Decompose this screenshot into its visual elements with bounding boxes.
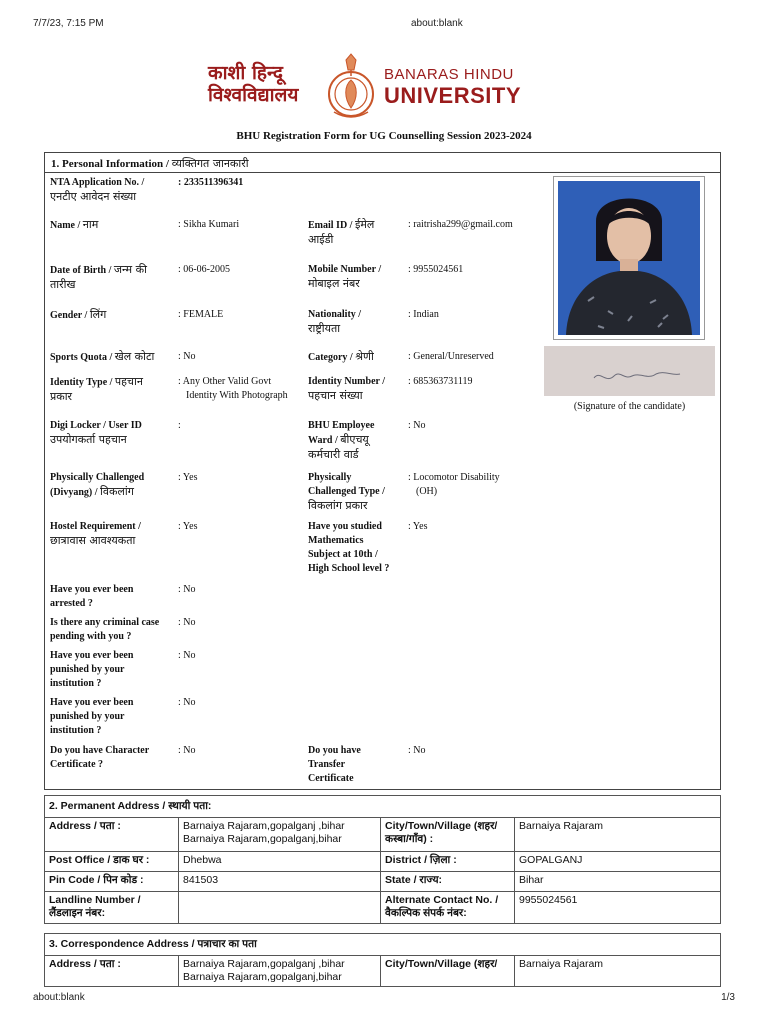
print-footer [0, 992, 768, 1006]
label-line3: Certificate [308, 773, 354, 784]
label-hi-2: कर्मचारी वार्ड [308, 448, 359, 461]
label-en-1: BHU Employee [308, 420, 375, 431]
permanent-address-heading: 2. Permanent Address / स्थायी पता: [45, 796, 721, 818]
label-line3: Subject at 10th / [308, 549, 378, 560]
identity-type-value [178, 375, 288, 403]
physically-challenged-value: : Yes [178, 472, 198, 483]
label-en: Date of Birth / [50, 265, 112, 276]
label-hi: विकलांग प्रकार [308, 499, 368, 512]
correspondence-address-heading: 3. Correspondence Address / पत्राचार का पता [45, 934, 721, 956]
correspondence-address-section [44, 933, 721, 987]
alternate-contact-value: 9955024561 [515, 892, 721, 924]
label-line1: Have you studied [308, 521, 382, 532]
value-line2: Identity With Photograph [186, 390, 288, 401]
dob-value: : 06-06-2005 [178, 264, 230, 275]
label-en: Nationality / [308, 309, 362, 320]
field-gender [50, 308, 300, 328]
label-hi: बीएचयू [340, 433, 369, 446]
mobile-value: : 9955024561 [408, 264, 464, 275]
label-en-1: Physically Challenged [50, 472, 145, 483]
logo-hindi-line1: काशी हिन्दू [208, 62, 283, 84]
alternate-contact-label [381, 892, 515, 924]
character-certificate-value: : No [178, 745, 196, 756]
label-en: Gender / [50, 310, 88, 321]
label-hi: पहचान संख्या [308, 389, 363, 402]
identity-number-value: : 685363731119 [408, 376, 473, 387]
label [50, 520, 141, 548]
city-label [381, 818, 515, 852]
field-category [308, 350, 543, 370]
print-footer-url: about:blank [33, 992, 85, 1003]
permanent-address-section [44, 795, 721, 924]
section-heading-en: 1. Personal Information / [51, 158, 169, 170]
label-en-1: Physically [308, 472, 352, 483]
candidate-signature [544, 346, 715, 396]
bhu-employee-value: : No [408, 420, 426, 431]
label-line4: High School level ? [308, 563, 390, 574]
category-value: : General/Unreserved [408, 351, 494, 362]
candidate-photo [553, 176, 705, 340]
district-value: GOPALGANJ [515, 852, 721, 872]
city-value: Barnaiya Rajaram [515, 956, 721, 987]
photo-background [558, 181, 700, 335]
label-line2: वैकल्पिक संपर्क नंबर: [385, 907, 467, 919]
physically-challenged-type-value [408, 471, 500, 499]
label-line1: Landline Number / [49, 894, 141, 906]
pin-code-label: Pin Code / पिन कोड : [45, 872, 179, 892]
label-line1: Is there any criminal case [50, 617, 160, 628]
address-value [179, 818, 381, 852]
name-value: : Sikha Kumari [178, 219, 240, 230]
label-en: Mobile Number / [308, 264, 382, 275]
label [50, 419, 142, 447]
label-line2: कस्बा/गाँव) : [385, 833, 434, 845]
label-hi: श्रेणी [355, 350, 374, 363]
digilocker-value: : [178, 420, 181, 431]
label-line3: institution ? [50, 678, 102, 689]
label-en: Digi Locker / User ID [50, 420, 142, 431]
punished-institution-2-value: : No [178, 697, 196, 708]
field-email [308, 218, 543, 250]
label-hi: खेल कोटा [114, 350, 155, 363]
label-hi-2: आईडी [308, 233, 334, 246]
logo-english-line1: BANARAS HINDU [384, 66, 514, 83]
label [50, 375, 143, 404]
address-line2: Barnaiya Rajaram,gopalganj,bihar [183, 833, 342, 845]
studied-mathematics-value: : Yes [408, 521, 428, 532]
nta-application-value: : 233511396341 [178, 177, 244, 188]
section-heading-hi: व्यक्तिगत जानकारी [171, 157, 249, 170]
label-line2: Transfer [308, 759, 346, 770]
value-line1: : Locomotor Disability [408, 472, 500, 483]
label-line2: arrested ? [50, 598, 93, 609]
label-hi: मोबाइल नंबर [308, 277, 360, 290]
label-line2: punished by your [50, 711, 125, 722]
address-value [179, 956, 381, 987]
logo-hindi-line2: विश्वविद्यालय [208, 84, 299, 106]
label-hi: विकलांग [100, 485, 134, 498]
transfer-certificate-value: : No [408, 745, 426, 756]
field-nationality [308, 308, 543, 340]
label-line2: Certificate ? [50, 759, 104, 770]
punished-institution-1-value: : No [178, 650, 196, 661]
label-en: Name / [50, 220, 81, 231]
label [308, 350, 374, 365]
city-value: Barnaiya Rajaram [515, 818, 721, 852]
address-line1: Barnaiya Rajaram,gopalganj ,bihar [183, 820, 345, 832]
criminal-case-value: : No [178, 617, 196, 628]
print-timestamp: 7/7/23, 7:15 PM [33, 18, 104, 29]
label [308, 218, 374, 247]
label-line1: Do you have [308, 745, 361, 756]
label-en-2: (Divyang) / [50, 487, 98, 498]
value-line1: : Any Other Valid Govt [178, 376, 272, 387]
label-line1: Do you have Character [50, 745, 150, 756]
label-line1: Have you ever been [50, 650, 134, 661]
field-bhu-employee-ward [308, 419, 543, 465]
city-label: City/Town/Village (शहर/ [381, 956, 515, 987]
label [50, 218, 98, 233]
post-office-value: Dhebwa [179, 852, 381, 872]
label-hi: उपयोगकर्ता पहचान [50, 433, 127, 446]
landline-label [45, 892, 179, 924]
label [50, 616, 159, 644]
label-line3: institution ? [50, 725, 102, 736]
label-en: Identity Number / [308, 376, 386, 387]
label [50, 308, 106, 323]
state-value: Bihar [515, 872, 721, 892]
label [50, 263, 147, 292]
district-label: District / ज़िला : [381, 852, 515, 872]
nationality-value: : Indian [408, 309, 439, 320]
university-emblem-icon [324, 52, 378, 122]
field-dob [50, 263, 300, 295]
label [308, 520, 389, 576]
field-mobile [308, 263, 543, 295]
label-line1: Alternate Contact No. / [385, 894, 499, 906]
label-hi: राष्ट्रीयता [308, 322, 341, 335]
field-character-certificate [50, 744, 300, 774]
address-line1: Barnaiya Rajaram,gopalganj ,bihar [183, 958, 345, 970]
field-identity-number [308, 375, 543, 407]
print-url: about:blank [411, 18, 463, 29]
field-name [50, 218, 300, 238]
label-line2: Mathematics [308, 535, 364, 546]
label [308, 263, 381, 291]
university-logo [206, 48, 522, 124]
label [308, 471, 385, 513]
label-line1: City/Town/Village (शहर/ [385, 820, 498, 832]
candidate-portrait-icon [558, 181, 700, 335]
label-en: Identity Type / [50, 377, 113, 388]
label-en: Email ID / [308, 220, 353, 231]
hostel-requirement-value: : Yes [178, 521, 198, 532]
label [50, 471, 144, 500]
logo-hindi-text [208, 62, 298, 106]
label [308, 375, 385, 403]
print-header [0, 18, 768, 32]
label-en: Hostel Requirement / [50, 521, 141, 532]
field-hostel-requirement [50, 520, 300, 552]
field-sports-quota [50, 350, 300, 370]
label [50, 696, 133, 738]
field-arrested [50, 583, 300, 613]
signature-image-icon [544, 346, 715, 396]
label-en: Sports Quota / [50, 352, 113, 363]
field-punished-institution-1 [50, 649, 300, 693]
label-line1: Have you ever been [50, 697, 134, 708]
email-value: : raitrisha299@gmail.com [408, 219, 513, 230]
label-hi: नाम [82, 218, 99, 231]
label [308, 419, 374, 462]
state-label: State / राज्य: [381, 872, 515, 892]
address-line2: Barnaiya Rajaram,gopalganj,bihar [183, 971, 342, 983]
post-office-label: Post Office / डाक घर : [45, 852, 179, 872]
label [308, 744, 361, 786]
field-physically-challenged [50, 471, 300, 503]
label-hi: ईमेल [354, 218, 375, 231]
label [50, 350, 154, 365]
field-nta-application [50, 176, 300, 206]
pin-code-value: 841503 [179, 872, 381, 892]
logo-english-line2: UNIVERSITY [384, 83, 522, 108]
label-hi: जन्म की [113, 263, 147, 276]
label-hi: एनटीए आवेदन संख्या [50, 190, 137, 203]
label-line2: pending with you ? [50, 631, 132, 642]
section-heading [45, 153, 720, 173]
label-line1: Have you ever been [50, 584, 134, 595]
form-title: BHU Registration Form for UG Counselling Session 2023-2024 [236, 130, 532, 142]
field-criminal-case [50, 616, 300, 646]
gender-value: : FEMALE [178, 309, 224, 320]
sports-quota-value: : No [178, 351, 196, 362]
label-hi-2: प्रकार [50, 390, 73, 403]
landline-value [179, 892, 381, 924]
label-line2: punished by your [50, 664, 125, 675]
arrested-value: : No [178, 584, 196, 595]
page-number: 1/3 [721, 992, 735, 1003]
field-physically-challenged-type [308, 471, 543, 517]
label-hi-2: तारीख [50, 278, 76, 291]
field-digilocker [50, 419, 300, 451]
label-en-2: Challenged Type / [308, 486, 385, 497]
label [50, 649, 133, 691]
label-hi: लिंग [89, 308, 107, 321]
label [50, 583, 133, 611]
label-en: NTA Application No. / [50, 177, 145, 188]
field-identity-type [50, 375, 305, 407]
value-line2: (OH) [416, 486, 438, 497]
field-studied-mathematics [308, 520, 543, 580]
label [50, 744, 149, 772]
label [308, 308, 361, 336]
label-line2: लैंडलाइन नंबर: [49, 907, 106, 919]
label-en-2: Ward / [308, 435, 338, 446]
field-transfer-certificate [308, 744, 543, 788]
label-hi: पहचान [114, 375, 143, 388]
address-label: Address / पता : [45, 956, 179, 987]
signature-caption: (Signature of the candidate) [573, 401, 686, 412]
address-label: Address / पता : [45, 818, 179, 852]
field-punished-institution-2 [50, 696, 300, 740]
logo-english-text [384, 66, 521, 108]
label-hi: छात्रावास आवश्यकता [50, 534, 136, 547]
label-en: Category / [308, 352, 353, 363]
